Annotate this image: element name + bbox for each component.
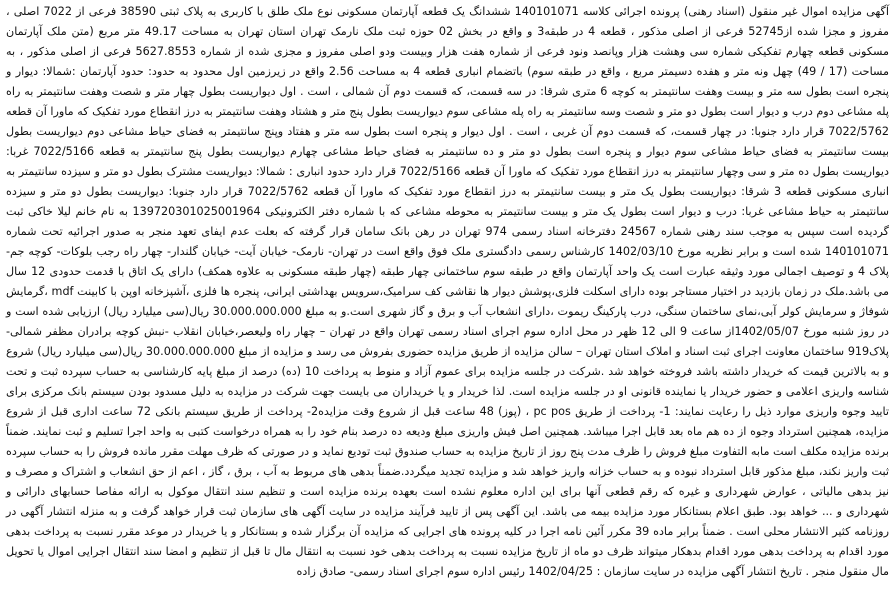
notice-paragraph: آگهی مزایده اموال غیر منقول (اسناد رهنی) پرونده اجرائی کلاسه 140101071 ششدانگ یک قطعه آپارتمان مسکونی نوع ملک طلق با کاربری به پلاک ثبتی 38590 فرعی از 7022 اصلی ، مفروز و مجزا شده از52745 فرعی از اصلی مذکور ، قطعه 4 در طبقه3 و واقع در بخش 02 حوزه ثبت ملک نارمک تهران استان تهران به مساحت 49.17 متر مربع (متن ملک آپارتمان مسکونی قطعه چهارم تفکیکی شماره سی وهشت هزار وپانصد ونود فرعی از شماره هفت هزار وبیست ودو اصلی مفروز و مجزی شده از شماره 5627.8553 فرعی از اصلی مذکور ، به مساحت (17 / 49) چهل ونه متر و هفده دسیمتر مربع ، واقع در طبقه سوم) باتضمام انباری قطعه 4 به مساحت 2.56 واقع در زیرزمین اول محدود به حدود: حدود آپارتمان :شمالا: دیوار و پنجره است بطول سه متر و بیست وهفت سانتیمتر به کوچه 6 متری شرقا: در سه قسمت، که قسمت دوم آن شمالی ، است . اول دیواریست بطول چهار متر و شصت وهفت سانتیمتر به راه پله مشاعی دوم درب و دیوار است بطول دو متر و شصت وسه سانتیمتر به راه پله مشاعی سوم دیواریست بطول پنج متر و هشتاد وهفت سانتیمتر به درز انقطاع مورد تفکیک که ماورا آن قطعه 7022/5762 قرار دارد جنوبا: در چهار قسمت، که قسمت دوم آن غربی ، است . اول دیوار و پنجره است بطول سه متر و هفتاد وپنج سانتیمتر به فضای حیاط مشاعی دوم دیواریست بطول بیست سانتیمتر به فضای حیاط مشاعی سوم دیوار و پنجره است بطول دو متر و ده سانتیمتر به فضای حیاط مشاعی چهارم دیواریست بطول پنج سانتیمتر به قطعه 7022/5166 غربا: دیواریست بطول ده متر و سی وچهار سانتیمتر به درز انقطاع مورد تفکیک که ماورا آن قطعه 7022/5166 قرار دارد حدود انباری : شمالا: دیواریست مشترک بطول دو متر و سیزده سانتیمتر به انباری مسکونی قطعه 3 شرقا: دیواریست بطول یک متر و بیست سانتیمتر به درز انقطاع مورد تفکیک که ماورا آن قطعه 7022/5762 قرار دارد جنوبا: دیواریست بطول دو متر و سیزده سانتیمتر به حیاط مشاعی غربا: درب و دیوار است بطول یک متر و بیست سانتیمتر به محوطه مشاعی که با شماره دفتر الکترونیکی 139720301025001964 به نام خانم لیلا خاکی ثبت گردیده است سپس به موجب سند رهنی شماره 24567 دفترخانه اسناد رسمی 974 تهران در رهن بانک سامان قرار گرفته که بعلت عدم ایفای تعهد منجر به صدور اجرائیه تحت شماره 140101071 شده است و برابر نظریه مورخ 1402/03/10 کارشناس رسمی دادگستری ملک فوق واقع است در تهران- نارمک- خیابان آیت- خیابان گلندار- چهار راه رجب بلوکات- کوچه جم- پلاک 4 و توصیف اجمالی مورد وثیقه عبارت است یک واحد آپارتمان واقع در طبقه سوم ساختمانی چهار طبقه (چهار طبقه مسکونی به علاوه همکف) دارای یک اتاق با قدمت حدودی 12 سال می باشد.ملک در زمان بازدید در اختیار مستاجر بوده دارای اسکلت فلزی،پوشش دیوار ها نقاشی کف سرامیک،سرویس بهداشتی ایرانی، پنجره ها فلزی ،آشپزخانه اوپن با کابینت mdf ،گرمایش شوفاژ و سرمایش کولر آبی،نمای ساختمان سنگی، درب پارکینگ ریموت ،دارای انشعاب آب و برق و گاز شهری است.و به مبلغ 30.000.000.000 ریال(سی میلیارد ریال) ارزیابی شده است و در روز شنبه مورخ 1402/05/07از ساعت 9 الی 12 ظهر در محل اداره سوم اجرای اسناد رسمی تهران واقع در تهران – چهار راه ولیعصر،خیابان انقلاب -نبش کوچه برادران مظفر شمالی- پلاک919 ساختمان معاونت اجرای ثبت اسناد و املاک استان تهران – سالن مزایده از طریق مزایده حضوری بفروش می رسد و مزایده از مبلغ 30.000.000.000 ریال(سی میلیارد ریال) شروع و به بالاترین قیمت که خریدار داشته باشد فروخته خواهد شد .شرکت در جلسه مزایده برای عموم آزاد و منوط به پرداخت 10 (ده) درصد از مبلغ پایه کارشناسی به حساب سپرده ثبت و تحت شناسه واریزی اعلامی و حضور خریدار یا نماینده قانونی او در جلسه مزایده است. لذا خریدار و یا خریداران می بایست جهت شرکت در مزایده به دلیل مسدود بودن سیستم بانک مرکزی برای تایید وجوه واریزی موارد ذیل را رعایت نمایند: 1- پرداخت از طریق pc pos ، (پوز) 48 ساعت قبل از شروع وقت مزایده2- پرداخت از طریق سیستم بانکی 72 ساعت اداری قبل از شروع مزایده، همچنین استرداد وجوه از ده هم ماه بعد قابل اجرا میباشد. همچنین اصل فیش واریزی مبلغ ودیعه ده درصد بنام خود را به همراه درخواست کتبی به واحد اجرا تسلیم و ثبت نمایند. ضمناً برنده مزایده مکلف است مابه التفاوت مبلغ فروش را ظرف مدت پنج روز از تاریخ مزایده به حساب صندوق ثبت تودیع نماید و در صورتی که ظرف مهلت مقرر مانده فروش را به حساب سپرده ثبت واریز نکند، مبلغ مذکور قابل استرداد نبوده و به حساب خزانه واریز خواهد شد و مزایده تجدید میگردد.ضمناً بدهی های مربوط به آب ، برق ، گاز ، اعم از حق انشعاب و اشتراک و مصرف و نیز بدهی مالیاتی ، عوارض شهرداری و غیره که رقم قطعی آنها برای این اداره معلوم نشده است بعهده برنده مزایده است و تنظیم سند انتقال موکول به ارائه مفاصا حسابهای دارائی و شهرداری و ... خواهد بود. طبق اعلام بستانکار مورد مزایده بیمه می باشد. این آگهی پس از تایید فرآیند مزایده در سایت آگهی های سازمان ثبت قرار خواهد گرفت و به منزله انتشار آگهی در روزنامه کثیر الانتشار محلی است . ضمناً برابر ماده 39 مکرر آئین نامه اجرا در کلیه پرونده های اجرایی که مزایده آن برگزار شده و بستانکار و یا خریدار در موعد مقرر نسبت به پرداخت بدهی مورد اقدام به پرداخت بدهی مورد اقدام بدهکار میتواند ظرف دو ماه از تاریخ مزایده نسبت به پرداخت بدهی خود نسبت به انتقال مال تا قبل از تنظیم و امضا سند انتقال اجرایی اموال یا تحویل مال منقول منجر . تاریخ انتشار آگهی مزایده در سایت سازمان : 1402/04/25 رئیس اداره سوم اجرای اسناد رسمی- صادق زاده [6, 5, 890, 578]
